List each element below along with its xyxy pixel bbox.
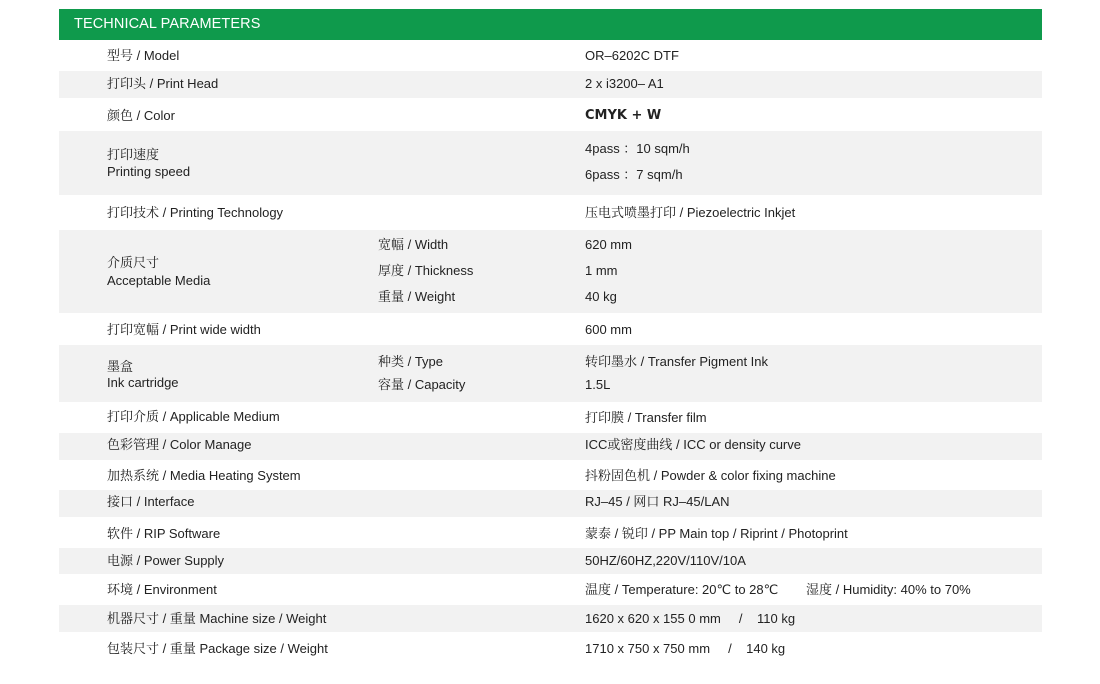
row-interface: [59, 490, 1042, 517]
interface-value: RJ–45 / 网口 RJ–45/LAN: [585, 494, 730, 509]
row-environment: [59, 574, 1042, 605]
speed-value-6pass: 6pass ：7 sqm/h: [585, 167, 683, 182]
row-printing-technology: [59, 195, 1042, 230]
machine-size-label: 机器尺寸 / 重量 Machine size / Weight: [107, 611, 327, 626]
row-printing-speed: [59, 131, 1042, 195]
row-rip-software: [59, 517, 1042, 548]
media-thickness-value: 1 mm: [585, 263, 618, 278]
speed-value-4pass: 4pass ：10 sqm/h: [585, 141, 690, 156]
print-width-value: 600 mm: [585, 322, 632, 337]
row-machine-size: [59, 605, 1042, 632]
technology-label: 打印技术 / Printing Technology: [107, 205, 284, 220]
software-label: 软件 / RIP Software: [107, 526, 221, 541]
ink-label-en: Ink cartridge: [107, 375, 179, 390]
print-head-value: 2 x i3200– A1: [585, 76, 664, 91]
row-acceptable-media: [59, 230, 1042, 313]
media-label-en: Acceptable Media: [107, 273, 211, 288]
package-size-value: 1710 x 750 x 750 mm / 140 kg: [585, 641, 786, 656]
row-applicable-medium: [59, 402, 1042, 433]
environment-humidity: 湿度 / Humidity: 40% to 70%: [806, 582, 971, 597]
row-color-manage: [59, 433, 1042, 460]
print-width-label: 打印宽幅 / Print wide width: [107, 322, 261, 337]
color-manage-label: 色彩管理 / Color Manage: [107, 437, 252, 452]
print-head-label: 打印头 / Print Head: [107, 76, 219, 91]
machine-size-value: 1620 x 620 x 155 0 mm / 110 kg: [585, 611, 796, 626]
speed-label-cn: 打印速度: [107, 147, 160, 162]
row-print-head: [59, 71, 1042, 98]
row-package-size: [59, 632, 1042, 664]
medium-value: 打印膜 / Transfer film: [585, 410, 707, 425]
color-label: 颜色 / Color: [107, 108, 175, 123]
interface-label: 接口 / Interface: [107, 494, 195, 509]
media-weight-label: 重量 / Weight: [378, 289, 456, 304]
environment-label: 环境 / Environment: [107, 582, 217, 597]
media-label-cn: 介质尺寸: [107, 255, 160, 270]
section-header: [59, 9, 1042, 40]
power-label: 电源 / Power Supply: [107, 553, 225, 568]
heating-value: 抖粉固色机 / Powder & color fixing machine: [585, 468, 836, 483]
ink-type-value: 转印墨水 / Transfer Pigment Ink: [585, 354, 769, 369]
software-value: 蒙泰 / 锐印 / PP Main top / Riprint / Photoprint: [585, 526, 848, 541]
ink-type-label: 种类 / Type: [378, 354, 444, 369]
heating-label: 加热系统 / Media Heating System: [107, 468, 301, 483]
row-heating-system: [59, 460, 1042, 490]
row-model: [59, 40, 1042, 71]
color-manage-value: ICC或密度曲线 / ICC or density curve: [585, 437, 801, 452]
ink-label-cn: 墨盒: [107, 359, 134, 374]
power-value: 50HZ/60HZ,220V/110V/10A: [585, 553, 746, 568]
media-width-value: 620 mm: [585, 237, 632, 252]
model-label: 型号 / Model: [107, 48, 180, 63]
row-color: [59, 98, 1042, 131]
model-value: OR–6202C DTF: [585, 48, 679, 63]
color-value: CMYK + W: [585, 108, 662, 123]
section-title: TECHNICAL PARAMETERS: [74, 16, 261, 32]
media-thickness-label: 厚度 / Thickness: [378, 263, 474, 278]
ink-capacity-value: 1.5L: [585, 377, 611, 392]
media-weight-value: 40 kg: [585, 289, 617, 304]
medium-label: 打印介质 / Applicable Medium: [107, 409, 280, 424]
row-print-width: [59, 313, 1042, 345]
environment-temperature: 温度 / Temperature: 20℃ to 28℃: [585, 582, 779, 597]
ink-capacity-label: 容量 / Capacity: [378, 377, 466, 392]
speed-label-en: Printing speed: [107, 164, 191, 179]
package-size-label: 包装尺寸 / 重量 Package size / Weight: [107, 641, 328, 656]
technology-value: 压电式喷墨打印 / Piezoelectric Inkjet: [585, 205, 796, 220]
media-width-label: 宽幅 / Width: [378, 237, 449, 252]
row-power-supply: [59, 548, 1042, 574]
row-ink-cartridge: [59, 345, 1042, 402]
